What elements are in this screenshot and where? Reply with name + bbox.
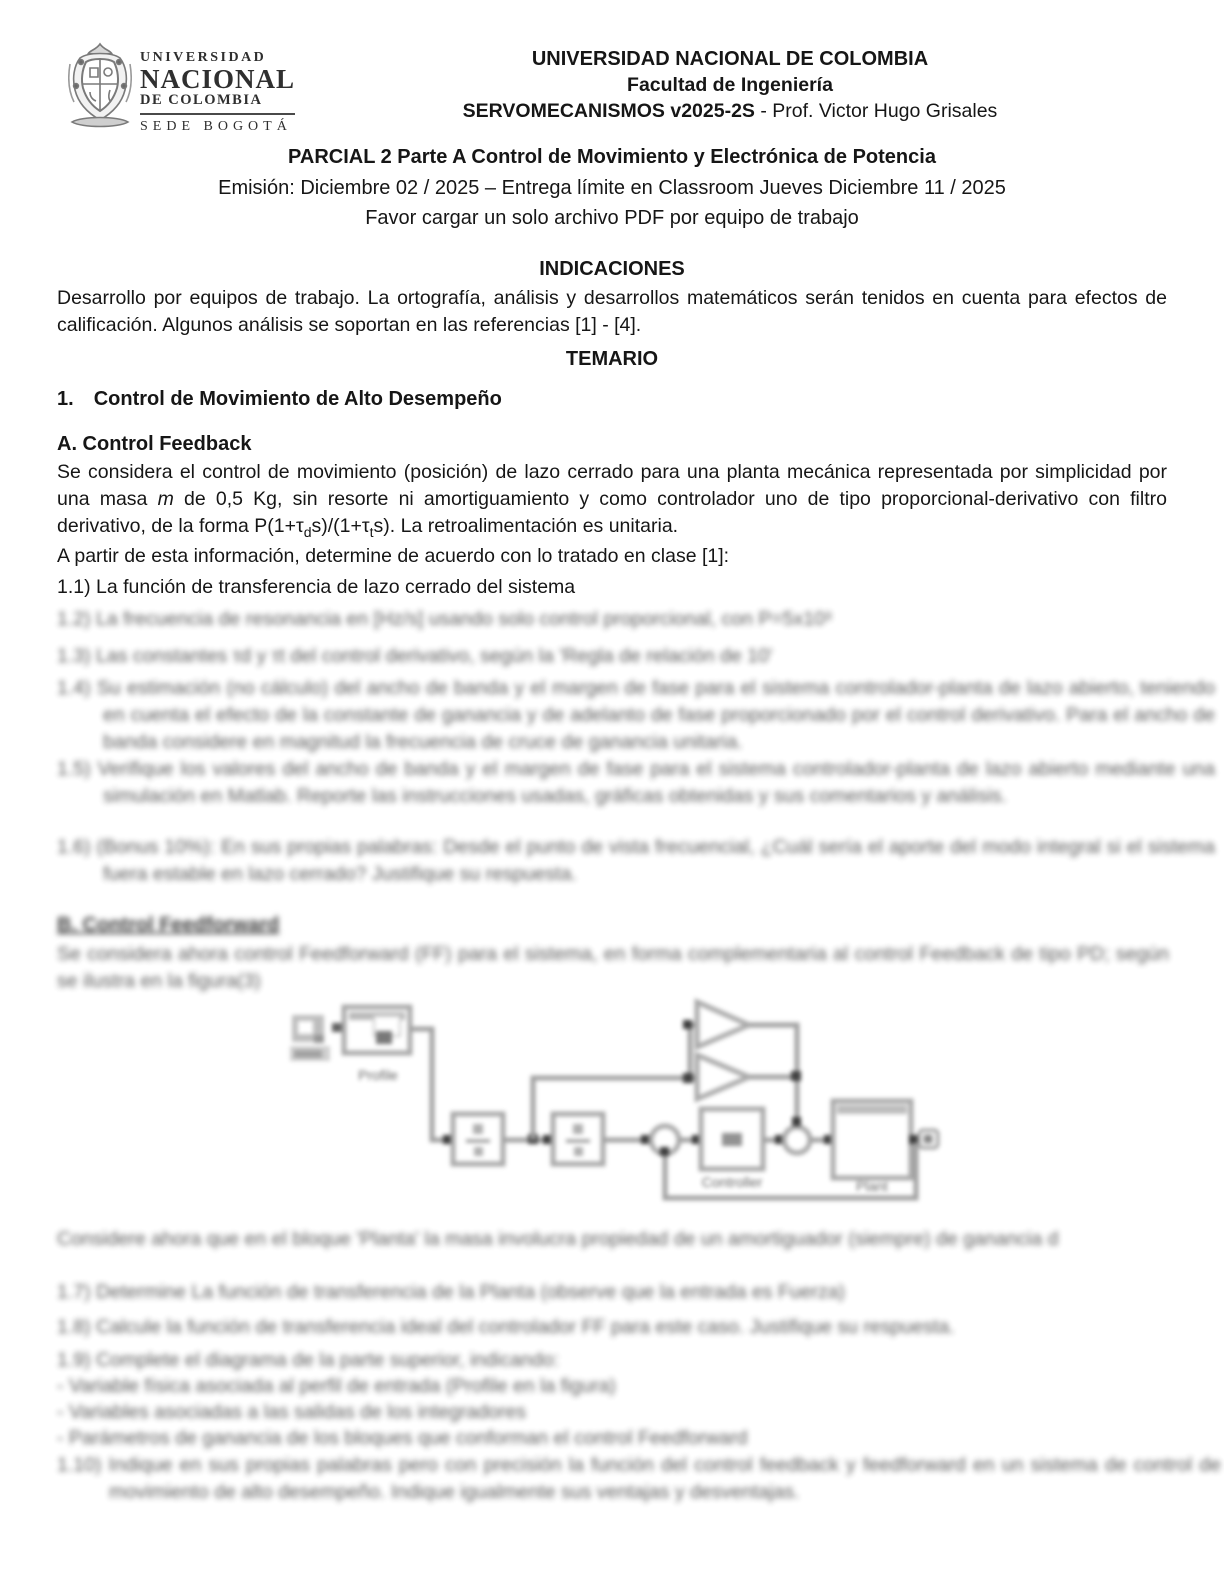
exam-title: PARCIAL 2 Parte A Control de Movimiento y Electrónica de Potencia	[288, 146, 936, 168]
upload-line: Favor cargar un solo archivo PDF por equipo de trabajo	[365, 207, 859, 229]
question-1-9-bullet-3-blurred: - Parámetros de ganancia de los bloques que conforman el control Feedforward	[57, 1427, 748, 1449]
emission-line: Emisión: Diciembre 02 / 2025 – Entrega límite en Classroom Jueves Diciembre 11 / 2025	[218, 177, 1006, 199]
logo-sede-bogota: SEDE BOGOTÁ	[140, 119, 292, 134]
question-1-7-blurred: 1.7) Determine La función de transferencia de la Planta (observe que la entrada es Fuerza)	[57, 1281, 846, 1303]
arrowhead	[909, 1135, 918, 1144]
section1-title: Control de Movimiento de Alto Desempeño	[93, 388, 502, 410]
indicaciones-heading: INDICACIONES	[539, 258, 685, 280]
intro-part1: Se considera el control de movimiento (posición) de lazo cerrado para una planta mecánica representada por simplicidad por una masa	[57, 461, 1167, 510]
question-1-4-blurred: 1.4) Su estimación (no cálculo) del ancho de banda y el margen de fase para el sistema controlador-planta de lazo abierto, teniendo en cuenta el efecto de la constante de ganancia y de adelanto de fase proporcionado por el control derivativo. Para el ancho de banda considere en magnitud la frecuencia de cruce de ganancia unitaria.	[57, 677, 1215, 753]
question-1-9-blurred: 1.9) Complete el diagrama de la parte superior, indicando:	[57, 1349, 559, 1371]
question-1-8-blurred: 1.8) Calcule la función de transferencia ideal del controlador FF para este caso. Justifique su respuesta.	[57, 1316, 955, 1338]
source-wire	[410, 1029, 451, 1140]
question-1-3-blurred: 1.3) Las constantes τd y τt del control derivativo, según la 'Regla de relación de 10'	[57, 645, 773, 667]
arrowhead	[683, 1020, 692, 1029]
university-logo	[68, 38, 295, 135]
question-1-10-blurred: 1.10) Indique en sus propias palabras pero con precisión la función del control feedback y feedforward en un sistema de control de movimiento de alto desempeño. Indique igualmente sus ventajas y desventajas.	[57, 1454, 1221, 1503]
header-course: SERVOMECANISMOS v2025-2S	[462, 100, 755, 122]
sectionA-lead-in: A partir de esta información, determine de acuerdo con lo tratado en clase [1]:	[57, 545, 730, 567]
profile-source-icon	[290, 1015, 330, 1061]
unal-crest-icon	[68, 38, 132, 132]
arrowhead	[792, 1117, 801, 1126]
branch-junction	[683, 1073, 693, 1083]
sectionA-intro	[57, 459, 1167, 546]
controller-label: Controller	[701, 1174, 763, 1190]
arrowhead	[660, 1147, 669, 1156]
sum-junction-2	[784, 1127, 810, 1153]
section1-heading	[57, 388, 502, 411]
question-1-2-blurred: 1.2) La frecuencia de resonancia en [Hz/s] usando solo control proporcional, con P=5x10³	[57, 608, 832, 630]
arrow-connector-icon	[332, 1023, 342, 1032]
output-port-mark	[924, 1135, 932, 1143]
tau-t-subscript: t	[369, 523, 374, 540]
feedforward-block-diagram	[270, 983, 970, 1220]
temario-heading: TEMARIO	[565, 348, 659, 370]
integrator2-block	[553, 1114, 603, 1164]
question-1-6-blurred: 1.6) (Bonus 10%): En sus propias palabras: Desde el punto de vista frecuencial, ¿Cuál sería el aporte del modo integral si el sistema fuera estable en lazo cerrado? Justifique su respuesta.	[57, 836, 1215, 885]
controller-block	[701, 1109, 763, 1169]
mass-variable: m	[157, 488, 174, 510]
document-header	[330, 46, 1130, 124]
section1-number: 1.	[57, 388, 74, 410]
gain2-triangle	[697, 1055, 749, 1099]
intro-part2: de 0,5 Kg, sin resorte ni amortiguamiento y como controlador uno de tipo proporcional-derivativo con filtro derivativo, de la forma P(1+τ	[57, 488, 1167, 537]
question-1-5-blurred: 1.5) Verifique los valores del ancho de banda y el margen de fase para el sistema controlador-planta de lazo abierto mediante una simulación en Matlab. Reporte las instrucciones usadas, gráficas obtenidas y sus comentarios y análisis.	[57, 758, 1215, 807]
intro-part3: s)/(1+τ	[311, 515, 370, 537]
header-course-line	[330, 98, 1130, 124]
plant-note-blurred: Considere ahora que en el bloque 'Planta' la masa involucra propiedad de un amortiguador (siempre) de ganancia d	[57, 1228, 1059, 1250]
logo-de-colombia: DE COLOMBIA	[140, 92, 295, 115]
logo-universidad: UNIVERSIDAD	[140, 50, 267, 65]
tau-d-subscript: d	[303, 523, 312, 540]
plant-label: Plant	[856, 1178, 888, 1194]
question-1-9-bullet-1-blurred: - Variable física asociada al perfil de entrada (Profile en la figura)	[57, 1375, 616, 1397]
branch-junction	[791, 1071, 801, 1081]
logo-nacional: NACIONAL	[140, 64, 296, 94]
indicaciones-body: Desarrollo por equipos de trabajo. La ortografía, análisis y desarrollos matemáticos serán tenidos en cuenta para efectos de calificación. Algunos análisis se soportan en las referencias [1] - [4].	[57, 287, 1167, 336]
gain1-triangle	[697, 1002, 749, 1047]
sectionA-heading: A. Control Feedback	[57, 433, 252, 455]
plant-block	[833, 1101, 911, 1178]
profile-label: Profile	[358, 1067, 398, 1083]
header-professor: - Prof. Victor Hugo Grisales	[754, 100, 998, 122]
integrator1-block	[453, 1114, 503, 1164]
logo-text	[140, 50, 295, 135]
intro-part4: s). La retroalimentación es unitaria.	[373, 515, 679, 537]
question-1-9-bullet-2-blurred: - Variables asociadas a las salidas de los integradores	[57, 1401, 526, 1423]
header-faculty: Facultad de Ingeniería	[627, 74, 833, 96]
sectionB-intro-blurred: Se considera ahora control Feedforward (FF) para el sistema, en forma complementaria al control Feedback de tipo PD; según se ilustra en la figura(3)	[57, 943, 1169, 992]
question-1-1: 1.1) La función de transferencia de lazo cerrado del sistema	[57, 576, 576, 598]
profile-block	[344, 1007, 410, 1053]
header-university: UNIVERSIDAD NACIONAL DE COLOMBIA	[531, 48, 929, 70]
sectionB-heading-blurred: B. Control Feedforward	[57, 914, 280, 936]
